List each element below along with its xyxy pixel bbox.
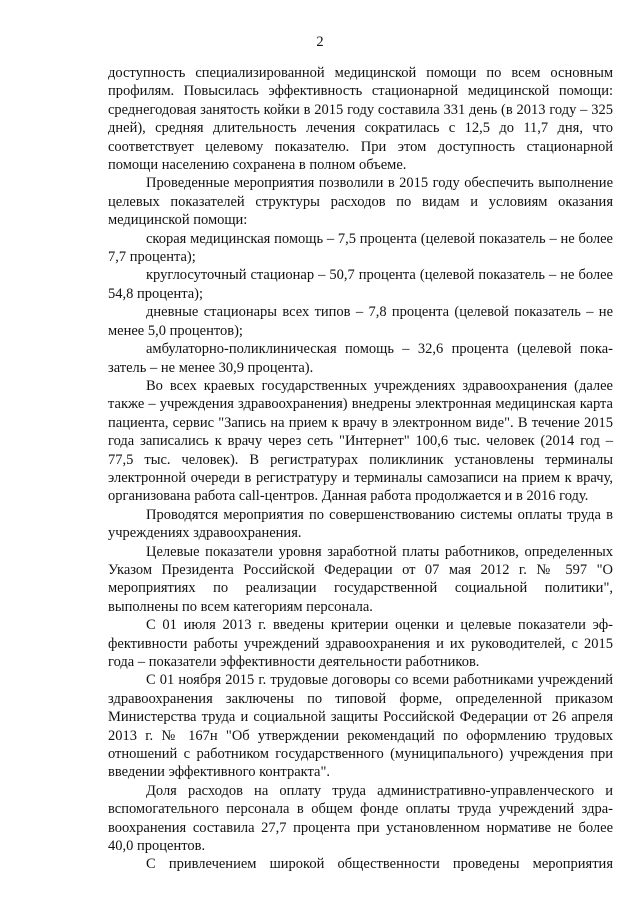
body-text xyxy=(108,64,613,874)
paragraph: Проводятся мероприятия по совершенствованию системы оплаты труда в учреждениях здравоохранения. xyxy=(108,506,613,542)
page-number: 2 xyxy=(316,34,324,50)
list-item: дневные стационары всех типов – 7,8 процента (целевой показатель – не менее 5,0 процентов); xyxy=(108,304,613,339)
list-item: скорая медицинская помощь – 7,5 процента (целевой показатель – не более 7,7 процента); xyxy=(108,230,613,266)
paragraph: Доля расходов на оплату труда административно-управленческого и вспомогательного персонала в общем фонде оплаты труда учреждений здравоохранения составила 27,7 процента при установленном нормативе не более 40,0 процентов. xyxy=(108,782,613,855)
paragraph: Целевые показатели уровня заработной платы работников, определенных Указом Президента Российской Федерации от 07 мая 2012 г. № 597 "О мероприятиях по реализации государственной социальной политики", выполнены по всем категориям персонала. xyxy=(108,543,613,615)
paragraph: С 01 ноября 2015 г. трудовые договоры со всеми работниками учреждений здравоохранения заключены по типовой форме, определенной приказом Министерства труда и социальной защиты Российской Федерации от 26 апреля 2013 г. № 167н "Об утверждении рекомендаций по оформлению трудовых отношений с работником государственного (муниципального) учреждения при введении эффективного контракта". xyxy=(108,672,613,781)
paragraph: доступность специализированной медицинской помощи по всем основным профилям. Повысилась эффективность стационарной медицинской помощи: среднегодовая занятость койки в 2015 году составила 331 день (в 2013 году – 325 дней), средняя длительность лечения сократилась с 12,5 до 11,7 дня, что соответствует целевому показателю. При этом доступность стационарной помощи населению сохранена в полном объеме. xyxy=(108,65,613,174)
list-item: амбулаторно-поликлиническая помощь – 32,6 процента (целевой показатель – не менее 30,9 процента). xyxy=(108,341,613,376)
paragraph: Во всех краевых государственных учреждениях здравоохранения (далее также – учреждения здравоохранения) внедрены электронная медицинская карта пациента, сервис "Запись на прием к врачу в электронном виде". В течение 2015 года записались к врачу через сеть "Интернет" 100,6 тыс. человек (2014 год – 77,5 тыс. человек). В регистратурах поликлиник установлены терминалы электронной очереди в регистратуру и терминалы самозаписи на прием к врачу, организована работа call-центров. Данная работа продолжается и в 2016 году. xyxy=(108,377,613,505)
list-item: круглосуточный стационар – 50,7 процента (целевой показатель – не более 54,8 процента); xyxy=(108,267,613,302)
paragraph: С привлечением широкой общественности проведены мероприятия xyxy=(146,856,613,873)
paragraph: Проведенные мероприятия позволили в 2015 году обеспечить выполнение целевых показателей структуры расходов по видам и условиям оказания медицинской помощи: xyxy=(108,175,613,229)
paragraph: С 01 июля 2013 г. введены критерии оценки и целевые показатели эффективности работы учреждений здравоохранения и их руководителей, с 2015 года – показатели эффективности деятельности работников. xyxy=(108,617,613,670)
